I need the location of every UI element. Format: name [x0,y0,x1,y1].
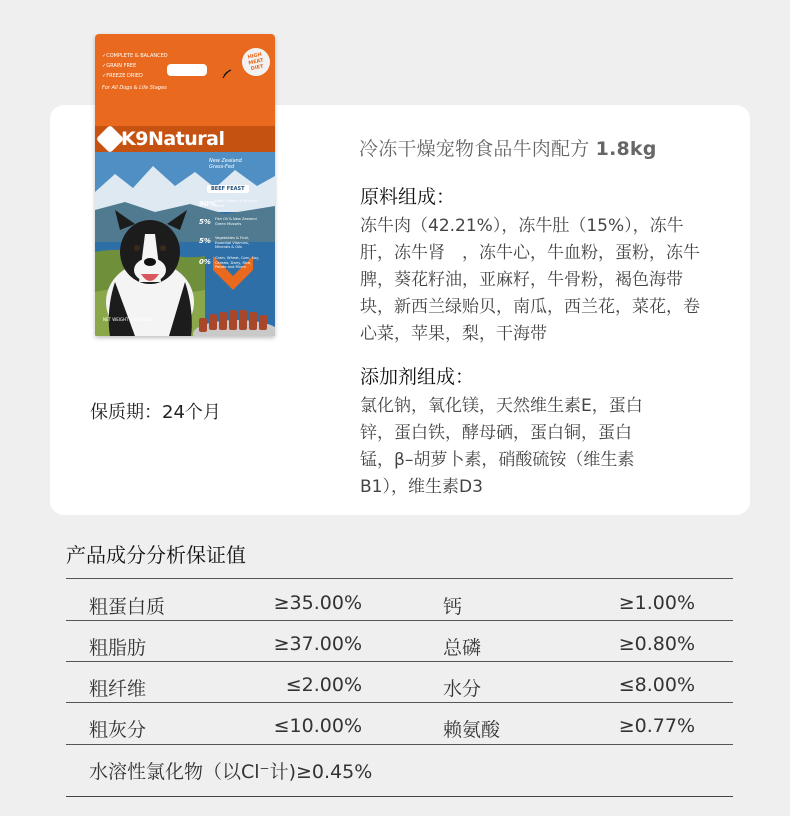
ingredients-title: 原料组成： [360,186,456,208]
additives-title: 添加剂组成： [360,366,475,388]
bag-pct-text: Grain, Wheat, Corn, Soy, Cereals, Dairy, Rice, Potato and Fillers [215,256,260,269]
additives-line: 锌，蛋白铁，酵母硒，蛋白铜，蛋白 [360,423,632,443]
analysis-title: 产品成分分析保证值 [66,543,246,567]
table-cell: 钙 [443,596,463,618]
table-cell: 粗脂肪 [89,637,147,659]
product-name: 冷冻干燥宠物食品牛肉配方 [359,138,590,160]
table-cell: ≤10.00% [273,715,362,737]
table-cell: 粗蛋白质 [89,596,166,618]
additives-line: B1），维生素D3 [360,477,483,497]
bag-pct-value: 0% [199,258,211,266]
table-rule [66,796,733,797]
bag-bullet: ✓ COMPLETE & BALANCED [102,51,168,61]
table-rule [66,744,733,745]
additives-text [360,393,732,501]
table-cell: ≥1.00% [618,592,695,614]
table-cell: ≥0.80% [618,633,695,655]
table-cell: 粗灰分 [89,719,147,741]
ingredients-text [360,213,732,348]
table-cell: ≤8.00% [618,674,695,696]
table-cell: 赖氨酸 [443,719,501,741]
ingredients-line: 肝，冻牛肾 ，冻牛心，牛血粉，蛋粉，冻牛 [360,243,700,263]
bag-bullet: ✓ GRAIN FREE [102,61,168,71]
bag-nz-label: New Zealand Grass-Fed [209,158,242,170]
table-cell: ≥37.00% [273,633,362,655]
product-title [359,134,657,161]
table-rule [66,702,733,703]
bag-bullet: ✓ FREEZE DRIED [102,71,168,81]
table-cell: ≤2.00% [285,674,362,696]
high-meat-badge: HIGH MEAT DIET [239,45,272,78]
table-cell: 水溶性氯化物（以Cl⁻计)≥0.45% [89,761,373,783]
table-cell: 粗纤维 [89,678,147,700]
table-cell: 水分 [443,678,482,700]
additives-line: 锰，β–胡萝卜素，硝酸硫铵（维生素 [360,450,635,470]
bag-handle-hole [167,64,207,76]
bag-pct-value: 90% [199,200,216,208]
bag-net-weight: NET WEIGHT 1.8KG/4LBS [103,317,154,322]
table-cell: 总磷 [443,637,482,659]
table-cell: ≥35.00% [273,592,362,614]
bag-logo: K9Natural [121,128,225,150]
ingredients-line: 心菜，苹果，梨，干海带 [360,324,547,344]
additives-line: 氯化钠，氧化镁，天然维生素E，蛋白 [360,396,643,416]
ingredients-line: 块，新西兰绿贻贝，南瓜，西兰花，菜花，卷 [360,297,700,317]
product-bag-image [95,34,275,336]
bag-pct-text: Fish Oil & New Zealand Green Mussels [215,217,257,226]
product-weight: 1.8kg [595,138,657,160]
bag-pct-value: 5% [199,218,211,226]
ingredients-line: 冻牛肉（42.21%），冻牛肚（15%），冻牛 [360,216,684,236]
ingredients-line: 脾，葵花籽油，亚麻籽，牛骨粉，褐色海带 [360,270,683,290]
bag-tagline: For All Dogs & Life Stages [102,85,167,91]
bag-bullets [102,51,168,81]
table-rule [66,620,733,621]
bag-pct-value: 5% [199,237,211,245]
bag-pct-text: Beef, Organs & Ground Bone [215,199,257,208]
bag-feast-label: BEEF FEAST [207,185,249,193]
table-rule [66,578,733,579]
shelf-life: 保质期：24个月 [90,402,221,423]
table-cell: ≥0.77% [618,715,695,737]
table-rule [66,661,733,662]
bag-pct-text: Vegetables & Fruit, Essential Vitamins, Minerals & Oils [215,236,250,249]
fern-icon [221,68,233,80]
